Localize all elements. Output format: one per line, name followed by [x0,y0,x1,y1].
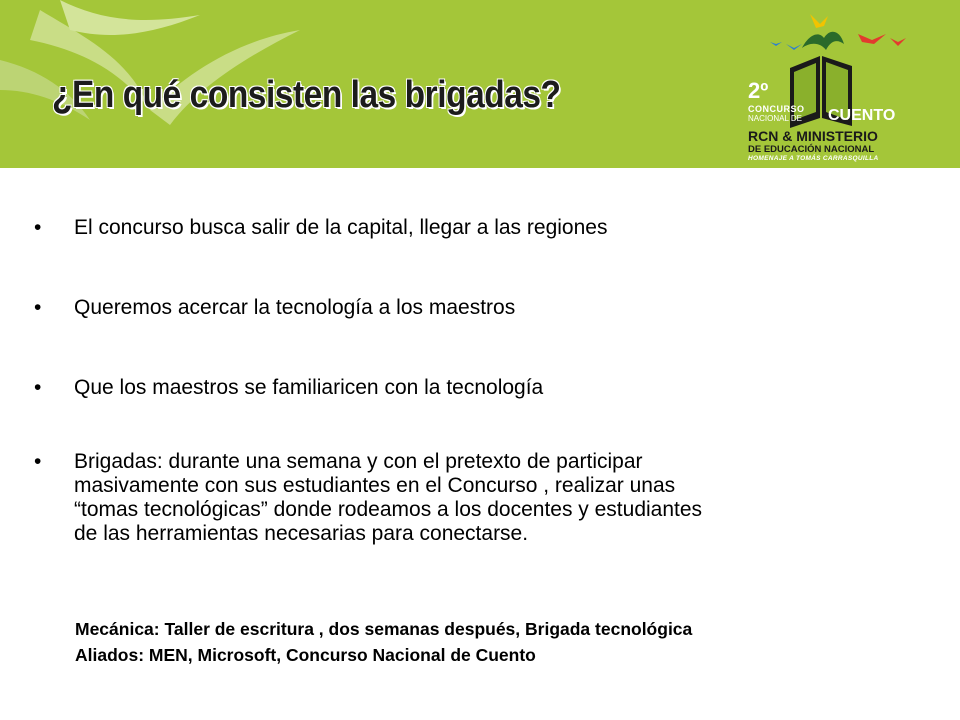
header-banner [0,0,960,168]
footer-notes [75,616,692,668]
logo-homenaje: HOMENAJE A TOMÁS CARRASQUILLA [748,155,879,162]
list-item [34,376,543,400]
bullet-text-line: “tomas tecnológicas” donde rodeamos a los docentes y estudiantes [74,498,703,521]
bullet-icon: • [34,450,42,473]
bullet-icon: • [34,376,42,399]
bullet-text: Que los maestros se familiaricen con la tecnología [74,376,544,399]
list-item [34,296,515,320]
bullet-text-line: de las herramientas necesarias para conectarse. [74,522,529,545]
bullet-text: Queremos acercar la tecnología a los maestros [74,296,516,319]
logo-nacional-de: NACIONAL DE [748,114,802,123]
list-item [34,216,607,240]
bullet-icon: • [34,216,42,239]
contest-logo [740,8,950,163]
logo-number: 2º [748,78,769,103]
page-title: ¿En qué consisten las brigadas? [52,74,561,116]
list-item [34,450,874,546]
aliados-line: Aliados: MEN, Microsoft, Concurso Nacional de Cuento [75,645,536,665]
bullet-text: El concurso busca salir de la capital, llegar a las regiones [74,216,608,239]
bullet-text-line: Brigadas: durante una semana y con el pretexto de participar [74,450,643,473]
logo-educacion: DE EDUCACIÓN NACIONAL [748,144,875,155]
logo-concurso: CONCURSO [748,104,805,114]
bullet-text-line: masivamente con sus estudiantes en el Concurso , realizar unas [74,474,676,497]
bullet-icon: • [34,296,42,319]
logo-rcn: RCN & MINISTERIO [748,128,878,144]
mecanica-line: Mecánica: Taller de escritura , dos semanas después, Brigada tecnológica [75,619,693,639]
logo-cuento: CUENTO [828,107,896,124]
